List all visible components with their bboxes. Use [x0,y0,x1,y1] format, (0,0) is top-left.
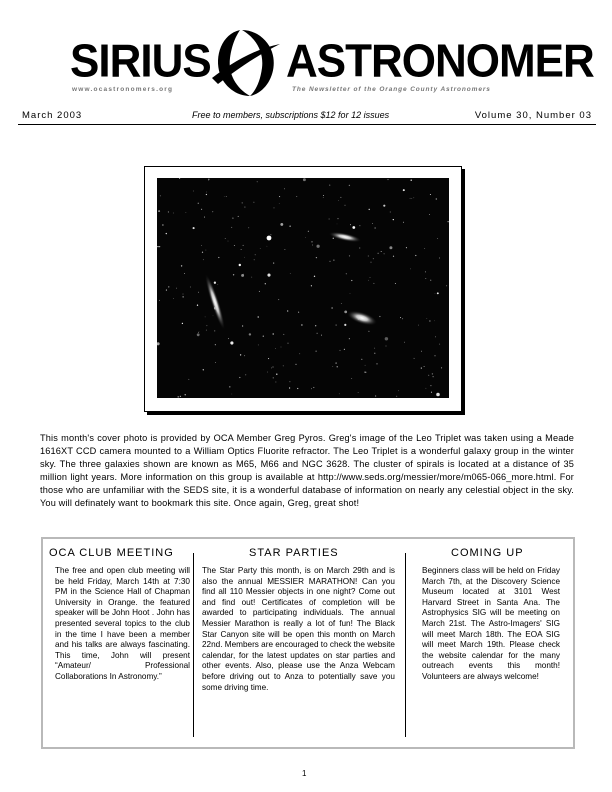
star [295,364,296,365]
star [201,245,202,246]
star [346,273,347,274]
star [433,376,434,377]
star [315,351,316,352]
star [279,203,280,204]
star [160,196,161,197]
star [173,298,174,299]
star [341,303,342,304]
star [396,396,397,397]
star [368,280,369,281]
star [311,388,312,389]
star [313,387,314,388]
star [421,351,422,352]
star [233,274,234,275]
star [373,283,374,284]
star [273,207,274,208]
masthead-tagline: The Newsletter of the Orange County Astronomers [292,86,491,93]
star [421,368,422,369]
cover-photo-frame [144,166,462,412]
star [415,255,416,256]
star [329,219,330,220]
star [361,359,362,360]
star [303,178,306,181]
star [287,310,288,311]
star [424,248,425,249]
star [315,325,316,326]
star [279,196,280,197]
star [168,286,169,287]
star [377,363,378,364]
star [244,355,245,356]
star [214,282,216,284]
star [349,185,350,186]
star [245,375,246,376]
star [289,381,290,382]
star [446,285,447,286]
star [316,257,317,258]
star [379,316,380,317]
star [331,307,332,308]
star [337,224,338,225]
column-divider [193,553,194,737]
star [265,283,266,284]
issue-volume: Volume 30, Number 03 [474,110,592,121]
star [242,325,243,326]
star [305,237,306,238]
star [350,224,351,225]
star [413,197,414,198]
star [370,262,371,263]
star [374,227,375,228]
star [430,194,431,195]
star [253,202,254,203]
star [198,332,199,333]
star [199,331,200,332]
star [393,219,394,220]
star [289,387,290,388]
star [435,336,436,337]
star [314,276,315,277]
star [176,288,177,289]
star [329,261,330,262]
star [159,246,160,247]
header-rule [18,124,596,125]
star [374,353,375,354]
star [258,344,259,345]
star [437,292,439,294]
star [368,331,369,332]
star [284,188,285,189]
star [188,379,189,380]
column-heading: COMING UP [451,547,524,559]
star [434,355,435,356]
masthead [0,0,612,110]
star [206,330,207,331]
star [289,226,290,227]
star [385,337,388,340]
star [257,181,258,182]
star [248,227,249,228]
masthead-logo [206,26,284,100]
cover-caption: This month's cover photo is provided by OCA Member Greg Pyros. Greg's image of the Leo Triplet was taken using a Meade 1616XT CCD camera mounted to a William Optics Fluorite refractor. The Leo Triplet is a wonderful galaxy group in the winter sky. The three galaxies shown are known as M65, M66 and NGC 3628. The cluster of spirals is located at a distance of 35 million light years. More information on this group is available at http://www.seds.org/messier/more/m065-066_more.html. For those who are unfamiliar with the SEDS site, it is a wonderful database of information on nearly any celestial object in the sky. You will definately want to bookmark this site. Once again, Greg, great shot! [40,433,574,508]
star [213,315,214,316]
column-text: The Star Party this month, is on March 29th and is also the annual MESSIER MARATHON! Can you find all 110 Messier objects in one night? Come out and find out! Certificates of completion will be awarded to participating individuals. The annual Messier Marathon is really a lot of fun! The Black Star Canyon site will be open this month on March 22nd. Members are encouraged to check the website calendar, for the latest updates on star parties and other events. Also, please use the Anza Webcam before driving out to Anza to potentially save you some driving time. [202,566,395,692]
star [198,292,199,293]
star [344,349,345,350]
star [317,333,318,334]
star [384,253,385,254]
star [393,256,394,257]
star [259,291,260,292]
cover-photo [157,178,449,398]
star [190,287,191,288]
star [203,259,204,260]
star [270,234,271,235]
star [333,366,334,367]
star [241,249,242,250]
star [441,367,442,368]
star [224,196,225,197]
star [383,205,385,207]
issue-date: March 2003 [22,110,83,121]
star [255,254,256,255]
star [432,373,433,374]
star [228,338,229,339]
star [238,216,239,217]
star [267,274,270,277]
star [410,198,411,199]
star [333,260,334,261]
star [241,274,244,277]
star [428,375,429,376]
star [239,264,241,266]
star [249,333,251,335]
column-text: The free and open club meeting will be held Friday, March 14th at 7:30 PM in the Science Hall of Chapman University in Orange. the featured speaker will be John Hoot . John has presented several topics to the club in the time I have been a member and his talks are always fascinating. This time, John will present “Amateur/ Professional Collaborations In Astronomy.” [55,566,190,681]
star [358,392,359,393]
star [345,205,346,206]
star [162,224,163,225]
star [290,273,291,274]
star [323,195,324,196]
star [258,316,259,317]
star [406,247,407,248]
star [244,207,245,208]
star [410,269,411,270]
star [193,227,195,229]
column-coming-up [413,539,573,747]
star [212,211,213,212]
star [402,318,403,319]
star [351,378,352,379]
star [234,245,235,246]
star [206,192,207,193]
star [198,203,199,204]
star [381,251,382,252]
star [414,358,415,359]
star [273,377,274,378]
star [411,198,412,199]
star [323,197,324,198]
star [273,263,274,264]
star [240,354,241,355]
star [338,200,339,201]
column-club-meeting [43,539,203,747]
star [448,221,449,222]
star [232,217,233,218]
star [208,179,209,180]
star [229,386,230,387]
events-box [41,537,575,749]
star [214,330,215,331]
column-divider [405,553,406,737]
star [215,362,216,363]
star [157,246,158,247]
star [228,241,229,242]
star [337,218,338,219]
star [329,185,330,186]
star [203,369,204,370]
star [424,366,425,367]
star [185,394,186,395]
issue-line [22,110,596,124]
star [439,344,440,345]
star [425,271,426,272]
star [301,324,302,325]
star [370,277,371,278]
star [297,388,298,389]
star [368,255,369,256]
star [349,255,350,256]
star [260,248,261,249]
star [230,341,233,344]
star [403,189,405,191]
star [215,344,216,345]
star [183,296,184,297]
masthead-title-right: ASTRONOMER [286,35,594,88]
star [204,217,205,218]
star [197,333,200,336]
star [267,246,268,247]
issue-subscription: Free to members, subscriptions $12 for 12 issues [192,110,390,120]
star [206,250,207,251]
star [168,211,169,212]
page-number: 1 [302,769,307,778]
star [350,293,351,294]
star [298,312,299,313]
star [186,212,187,213]
star [436,198,437,199]
star [375,396,376,397]
star [178,396,179,397]
star [418,325,419,326]
star [389,246,392,249]
star [352,226,355,229]
star [411,180,412,181]
star [339,393,340,394]
star [284,249,285,250]
star [296,196,297,197]
star [339,350,340,351]
star [276,382,277,383]
star [400,317,401,318]
star [231,227,232,228]
star [395,283,396,284]
star [159,300,160,301]
star [267,372,268,373]
star [364,372,365,373]
masthead-title-left: SIRIUS [70,35,211,88]
star [278,299,279,300]
star [404,342,405,343]
star [386,346,387,347]
star [344,311,347,314]
star [312,245,313,246]
star [426,388,427,389]
star [280,223,283,226]
star [243,274,244,275]
star [231,394,232,395]
star [287,343,288,344]
star [182,323,183,324]
star [429,214,430,215]
star [299,353,300,354]
star [429,320,430,321]
star [283,366,284,367]
star [398,390,399,391]
star [359,225,360,226]
star [365,365,366,366]
star [316,245,319,248]
star [340,197,341,198]
column-text: Beginners class will be held on Friday March 7th, at the Discovery Science Museum located at 3101 West Harvard Street in Santa Ana. The Astrophysics SIG will be meeting on March 21st. The Astro-Imagers' SIG will meet March 18th. The EOA SIG will meet March 19th. Please check the website calendar for the many outreach events this month! Volunteers are always welcome! [422,566,560,681]
star [207,325,208,326]
star [321,335,322,336]
star [311,285,312,286]
star [374,348,375,349]
column-heading: OCA CLUB MEETING [49,547,174,559]
star [436,393,440,397]
masthead-url: www.ocastronomers.org [72,86,174,93]
star [197,305,198,306]
star [184,273,185,274]
column-heading: STAR PARTIES [249,547,339,559]
star [276,374,277,375]
star [205,317,206,318]
star [166,233,167,234]
star [217,284,218,285]
star [281,347,282,348]
star [439,258,440,259]
star [337,366,338,367]
star [252,277,253,278]
star [273,333,274,334]
star [373,258,374,259]
star [430,280,431,281]
star [166,290,167,291]
star [349,338,350,339]
star [218,257,219,258]
star [369,209,370,210]
star [390,212,391,213]
star [179,178,180,179]
star [272,366,273,367]
star [430,385,431,386]
star [244,257,245,258]
star [308,231,309,232]
star [388,179,389,180]
column-star-parties [203,539,403,747]
star [434,320,435,321]
star [335,362,336,363]
star [254,259,255,260]
star [180,396,181,397]
star [425,278,426,279]
star [225,238,226,239]
star [239,377,240,378]
star [158,210,160,212]
star [344,324,346,326]
star [275,348,276,349]
star [242,202,243,203]
star [183,294,184,295]
star [283,334,284,335]
star [437,238,438,239]
star [193,191,194,192]
star [181,265,182,266]
star [333,238,334,239]
star [271,367,272,368]
star [378,253,379,254]
star [351,280,352,281]
star [173,213,174,214]
star [426,318,427,319]
star [311,241,312,242]
star [201,209,202,210]
star [243,245,244,246]
star [226,196,227,197]
star [263,336,264,337]
star [202,252,203,253]
star [435,293,436,294]
star [206,194,207,195]
star [431,392,432,393]
star [336,325,337,326]
star [403,222,404,223]
star [359,247,360,248]
star [268,358,269,359]
star [372,223,373,224]
